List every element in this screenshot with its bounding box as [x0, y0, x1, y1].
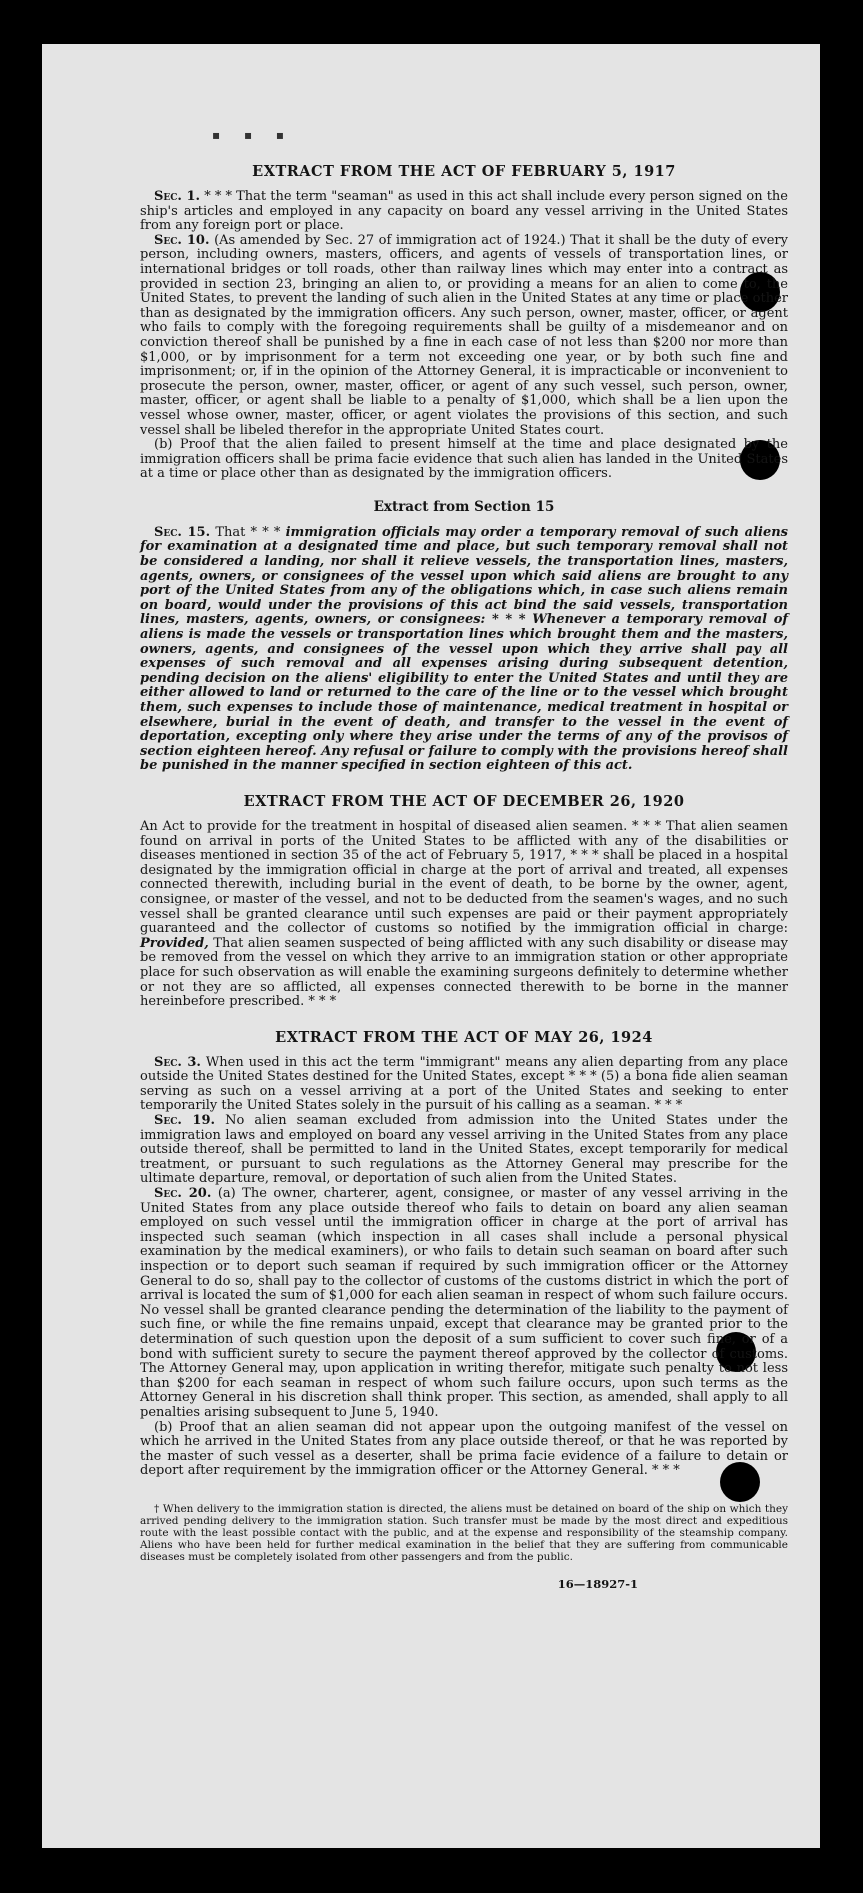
document-body: [140, 162, 788, 1591]
heading-act-1920: EXTRACT FROM THE ACT OF DECEMBER 26, 1920: [243, 792, 685, 810]
paragraph-sec-20: Sec. 20. (a) The owner, charterer, agent, consignee, or master of any vessel arriving in the United States from any place outside thereof who fails to detain on board any alien seaman employed on such vessel until the immigration officer in charge at the port of arrival has inspected such seaman (which inspection in all cases shall include a personal physical examination by the medical examiners), or who fails to detain such seaman on board after such inspection or to deport such seaman if required by such immigration officer or the Attorney General to do so, shall pay to the collector of customs of the customs district in which the port of arrival is located the sum of $1,000 for each alien seaman in respect of whom such failure occurs. No vessel shall be granted clearance pending the determination of the liability to the payment of such fine, or while the fine remains unpaid, except that clearance may be granted prior to the determination of such question upon the deposit of a sum sufficient to cover such fine, or of a bond with sufficient surety to secure the payment thereof approved by the collector of customs. The Attorney General may, upon application in writing therefor, mitigate such penalty to not less than $200 for each seaman in respect of whom such failure occurs, upon such terms as the Attorney General in his discretion shall think proper. This section, as amended, shall apply to all penalties arising subsequent to June 5, 1940.: [140, 1186, 788, 1420]
paragraph-act-1920: An Act to provide for the treatment in hospital of diseased alien seamen. * * * That alien seamen found on arrival in ports of the United States to be afflicted with any of the disabilities or diseases mentioned in section 35 of the act of February 5, 1917, * * * shall be placed in a hospital designated by the immigration official in charge at the port of arrival and treated, all expenses connected therewith, including burial in the event of death, to be borne by the owner, agent, consignee, or master of the vessel, and not to be deducted from the seamen's wages, and no such vessel shall be granted clearance until such expenses are paid or their payment appropriately guaranteed and the collector of customs so notified by the immigration official in charge: Provided, That alien seamen suspected of being afflicted with any such disability or disease may be removed from the vessel on which they arrive to an immigration station or other appropriate place for such observation as will enable the examining surgeons definitely to determine whether or not they are so afflicted, all expenses connected therewith to be borne in the manner hereinbefore prescribed. * * *: [140, 818, 788, 1010]
paragraph-sec-20-b: (b) Proof that an alien seaman did not appear upon the outgoing manifest of the vessel on which he arrived in the United States from any place outside thereof, or that he was reported by the master of such vessel as a deserter, shall be prima facie evidence of a failure to detain or deport after requirement by the immigration officer or the Attorney General. * * *: [140, 1419, 788, 1479]
paragraph-sec-1: Sec. 1. * * * That the term "seaman" as used in this act shall include every person signed on the ship's articles and employed in any capacity on board any vessel arriving in the United States from any foreign port or place.: [140, 189, 788, 234]
paragraph-sec-15: Sec. 15. That * * * immigration officials may order a temporary removal of such aliens for examination at a designated time and place, but such temporary removal shall not be considered a landing, nor shall it relieve vessels, the transportation lines, masters, agents, owners, or consignees of the vessel upon which said aliens are brought to any port of the United States from any of the obligations which, in case such aliens remain on board, would under the provisions of this act bind the said vessels, transportation lines, masters, agents, owners, or consignees: * * * Whenever a temporary removal of aliens is made the vessels or transportation lines which brought them and the masters, owners, agents, and consignees of the vessel upon which they arrive shall pay all expenses of such removal and all expenses arising during subsequent detention, pending decision on the aliens' eligibility to enter the United States and until they are either allowed to land or returned to the care of the line or to the vessel which brought them, such expenses to include those of maintenance, medical treatment in hospital or elsewhere, burial in the event of death, and transfer to the vessel in the event of deportation, excepting only where they arise under the terms of any of the provisos of section eighteen hereof. Any refusal or failure to comply with the provisions hereof shall be punished in the manner specified in section eighteen of this act.: [140, 524, 788, 774]
heading-act-1924: EXTRACT FROM THE ACT OF MAY 26, 1924: [275, 1028, 653, 1046]
document-page: [42, 44, 820, 1848]
paragraph-sec-10: Sec. 10. (As amended by Sec. 27 of immigration act of 1924.) That it shall be the duty of every person, including owners, masters, officers, and agents of vessels of transportation lines, or international bridges or toll roads, other than railway lines which may enter into a contract as provided in section 23, bringing an alien to, or providing a means for an alien to come to, the United States, to prevent the landing of such alien in the United States at any time or place other than as designated by the immigration officers. Any such person, owner, master, officer, or agent who fails to comply with the foregoing requirements shall be guilty of a misdemeanor and on conviction thereof shall be punished by a fine in each case of not less than $200 nor more than $1,000, or by imprisonment for a term not exceeding one year, or by both such fine and imprisonment; or, if in the opinion of the Attorney General, it is impracticable or inconvenient to prosecute the person, owner, master, officer, or agent of any such vessel, such person, owner, master, officer, or agent shall be liable to a penalty of $1,000, which shall be a lien upon the vessel whose owner, master, officer, or agent violates the provisions of this section, and such vessel shall be libeled therefor in the appropriate United States court.: [140, 232, 788, 438]
paragraph-sec-19: Sec. 19. No alien seaman excluded from admission into the United States under the immigration laws and employed on board any vessel arriving in the United States from any place outside thereof, shall be permitted to land in the United States, except temporarily for medical treatment, or pursuant to such regulations as the Attorney General may prescribe for the ultimate departure, removal, or deportation of such alien from the United States.: [140, 1113, 788, 1187]
form-number: 16—18927-1: [557, 1576, 638, 1591]
scan-specks: ▪ ▪ ▪: [212, 128, 295, 142]
paragraph-sec-10-b: (b) Proof that the alien failed to present himself at the time and place designated by the immigration officers shall be prima facie evidence that such alien has landed in the United States at a time or place other than as designated by the immigration officers.: [140, 437, 788, 482]
footnote: † When delivery to the immigration station is directed, the aliens must be detained on board of the ship on which they arrived pending delivery to the immigration station. Such transfer must be made by the most direct and expeditious route with the least possible contact with the public, and at the expense and responsibility of the steamship company. Aliens who have been held for further medical examination in the belief that they are suffering from communicable diseases must be completely isolated from other passengers and from the public.: [140, 1502, 788, 1563]
heading-act-1917: EXTRACT FROM THE ACT OF FEBRUARY 5, 1917: [252, 163, 676, 180]
paragraph-sec-3: Sec. 3. When used in this act the term "immigrant" means any alien departing from any place outside the United States destined for the United States, except * * * (5) a bona fide alien seaman serving as such on a vessel arriving at a port of the United States and seeking to enter temporarily the United States solely in the pursuit of his calling as a seaman. * * *: [140, 1054, 788, 1114]
heading-section-15: Extract from Section 15: [373, 498, 555, 515]
